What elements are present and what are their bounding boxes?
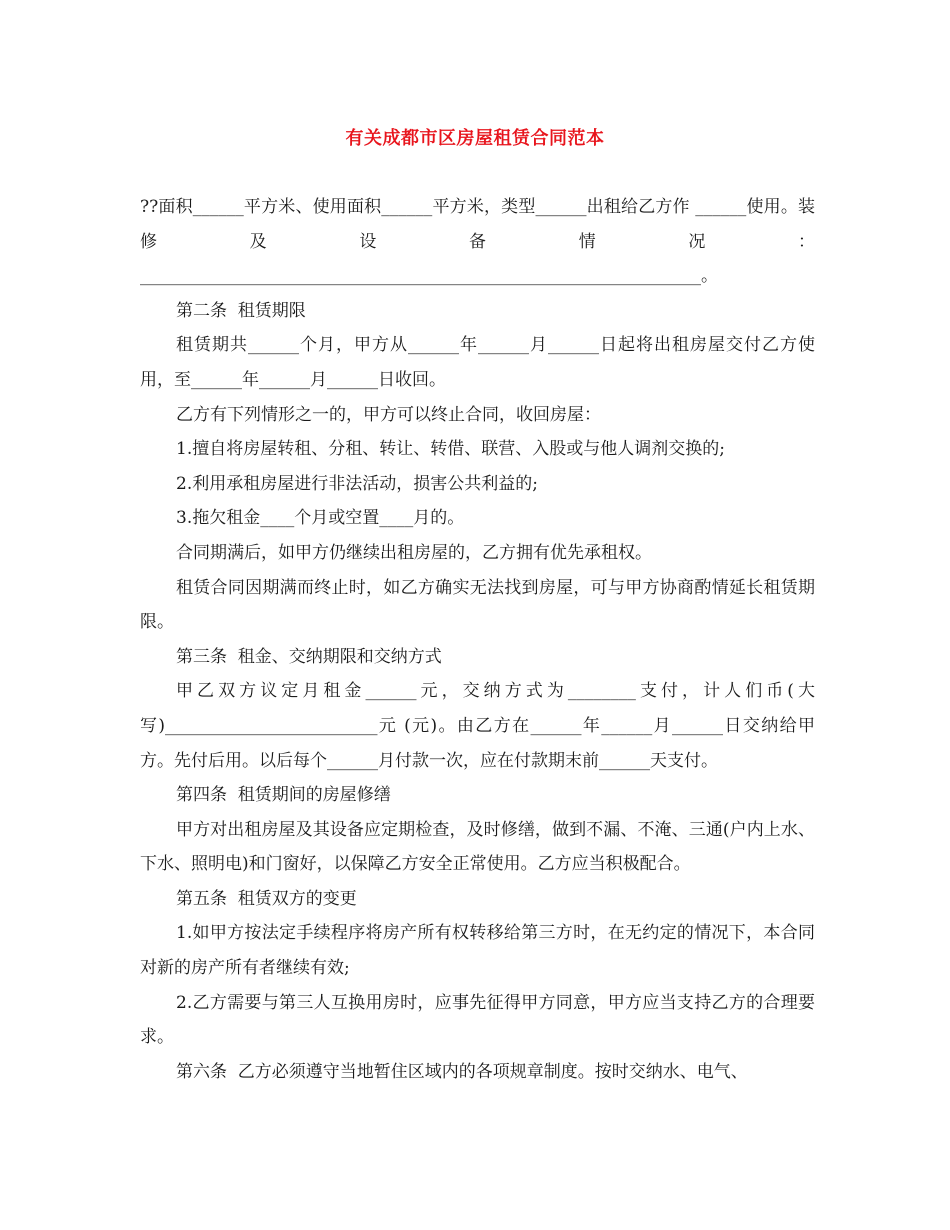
paragraph-change-1: 1.如甲方按法定手续程序将房产所有权转移给第三方时，在无约定的情况下，本合同对新的房产所有者继续有效; <box>140 923 815 979</box>
paragraph-change-2: 2.乙方需要与第三人互换用房时，应事先征得甲方同意，甲方应当支持乙方的合理要求。 <box>140 992 815 1048</box>
paragraph-rent-payment: 甲乙双方议定月租金______元，交纳方式为________支付，计人们币(大写)_________________________元 (元)。由乙方在______年______月______日交纳给甲方。先付后用。以后每个______月付款一次，应在付款期末前______天支付。 <box>140 681 815 771</box>
document-body <box>140 190 815 1089</box>
paragraph-area-and-equipment: ??面积______平方米、使用面积______平方米，类型______出租给乙方作 ______使用。装修及设备情况：__________________________________________________________________。 <box>140 197 815 287</box>
document-title: 有关成都市区房屋租赁合同范本 <box>345 128 605 149</box>
heading-article-6: 第六条 乙方必须遵守当地暂住区域内的各项规章制度。按时交纳水、电气、 <box>176 1061 748 1082</box>
paragraph-extension: 租赁合同因期满而终止时，如乙方确实无法找到房屋，可与甲方协商酌情延长租赁期限。 <box>140 577 815 633</box>
heading-article-4: 第四条 租赁期间的房屋修缮 <box>176 785 391 806</box>
list-item-2: 2.利用承租房屋进行非法活动，损害公共利益的; <box>176 473 538 494</box>
list-item-3: 3.拖欠租金____个月或空置____月的。 <box>176 508 465 529</box>
heading-article-2: 第二条 租赁期限 <box>176 300 306 321</box>
paragraph-lease-term: 租赁期共______个月，甲方从______年______月______日起将出租房屋交付乙方使用，至______年______月______日收回。 <box>140 335 815 390</box>
list-item-1: 1.擅自将房屋转租、分租、转让、转借、联营、入股或与他人调剂交换的; <box>176 439 725 460</box>
paragraph-repairs: 甲方对出租房屋及其设备应定期检查，及时修缮，做到不漏、不淹、三通(户内上水、下水、照明电)和门窗好，以保障乙方安全正常使用。乙方应当积极配合。 <box>140 819 815 875</box>
paragraph-termination-conditions: 乙方有下列情形之一的，甲方可以终止合同，收回房屋： <box>176 404 601 425</box>
paragraph-renewal-priority: 合同期满后，如甲方仍继续出租房屋的，乙方拥有优先承租权。 <box>176 542 652 563</box>
heading-article-3: 第三条 租金、交纳期限和交纳方式 <box>176 646 442 667</box>
heading-article-5: 第五条 租赁双方的变更 <box>176 888 357 909</box>
